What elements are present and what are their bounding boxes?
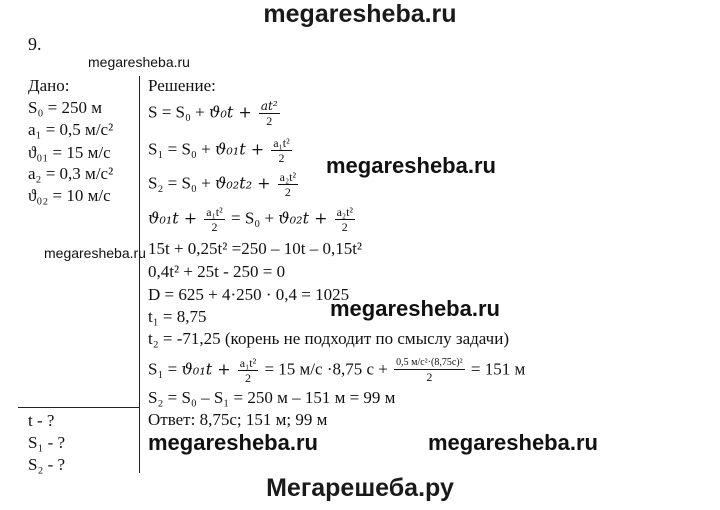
- given-line: a₁ = 0,5 м/с²: [28, 120, 114, 139]
- given-line: ϑ₀₁ = 15 м/с: [28, 143, 111, 162]
- equation-4: ϑ₀₁t + $\frac{\text{a₁t²}}{2}$ = S₀ + ϑ₀₂t + $\frac{\text{a₂t²}}{2}$: [148, 205, 354, 234]
- watermark-top: megaresheba.ru: [263, 0, 457, 28]
- find-item: t - ?: [28, 411, 55, 430]
- fraction: $\frac{\text{a₁t²}}{2}$: [273, 136, 290, 165]
- watermark-small-2: megaresheba.ru: [44, 245, 146, 261]
- problem-number: 9.: [28, 34, 42, 54]
- equation-11: S₂ = S₀ – S₁ = 250 м – 151 м = 99 м: [148, 388, 396, 407]
- find-item: S₂ - ?: [28, 455, 66, 474]
- equation-3: S₂ = S₀ + ϑ₀₂t₂ + $\frac{\text{a₂t²}}{2}$: [148, 170, 297, 199]
- watermark-big-1: megaresheba.ru: [326, 153, 496, 178]
- equation-2: S₁ = S₀ + ϑ₀₁t + $\frac{\text{a₁t²}}{2}$: [148, 136, 290, 165]
- watermark-small-1: megaresheba.ru: [88, 54, 190, 70]
- equation-10: S₁ = ϑ₀₁t + $\frac{\text{a₁t²}}{2}$ = 15 м/с ·8,75 с + $\frac{\text{0,5 м/с²·(8,75с)²}}{2}$ = 151 м: [148, 356, 526, 385]
- fraction: $\frac{\text{a₁t²}}{2}$: [206, 205, 223, 234]
- watermark-big-2: megaresheba.ru: [330, 296, 500, 321]
- fraction: $\frac{\text{a₂t²}}{2}$: [336, 205, 354, 234]
- given-line: a₂ = 0,3 м/с²: [28, 164, 114, 183]
- equation-5: 15t + 0,25t² =250 – 10t – 0,15t²: [148, 239, 363, 258]
- equation-9: t₂ = -71,25 (корень не подходит по смыслу задачи): [148, 329, 509, 348]
- fraction: $\frac{\text{a₁t²}}{2}$: [239, 356, 257, 385]
- fraction: $\frac{\text{0,5 м/с²·(8,75с)²}}{2}$: [396, 357, 463, 384]
- watermark-bottom: Мегарешеба.ру: [266, 474, 454, 502]
- fraction: $\frac{\text{at²}}{2}$: [260, 99, 278, 128]
- given-line: S₀ = 250 м: [28, 98, 102, 117]
- find-item: S₁ - ?: [28, 433, 66, 452]
- equation-7: D = 625 + 4·250 · 0,4 = 1025: [148, 285, 350, 304]
- watermark-big-4: megaresheba.ru: [428, 430, 598, 455]
- vertical-divider: [139, 76, 140, 473]
- fraction: $\frac{\text{a₂t²}}{2}$: [279, 170, 297, 199]
- horizontal-divider: [18, 407, 139, 408]
- given-title: Дано:: [28, 76, 70, 95]
- equation-6: 0,4t² + 25t - 250 = 0: [148, 262, 286, 281]
- answer: Ответ: 8,75с; 151 м; 99 м: [148, 410, 328, 429]
- equation-8: t₁ = 8,75: [148, 307, 207, 326]
- solution-title: Решение:: [148, 76, 216, 95]
- equation-1: S = S₀ + ϑ₀t + $\frac{\text{at²}}{2}$: [148, 99, 278, 128]
- given-line: ϑ₀₂ = 10 м/с: [28, 186, 111, 205]
- watermark-big-3: megaresheba.ru: [148, 430, 318, 455]
